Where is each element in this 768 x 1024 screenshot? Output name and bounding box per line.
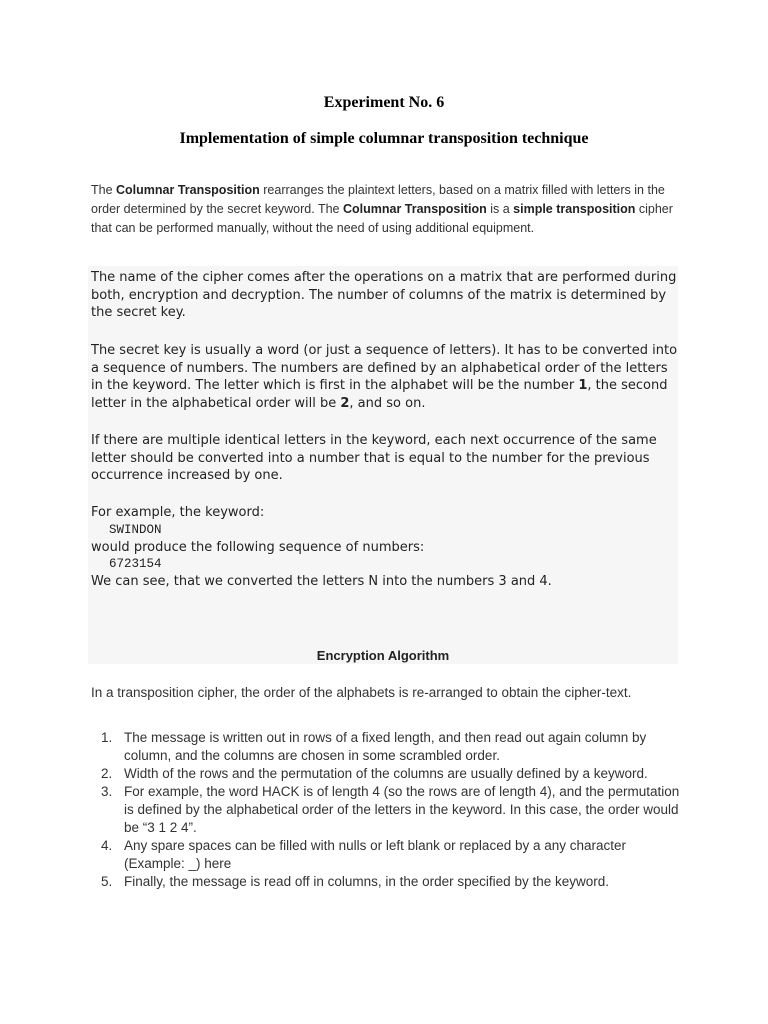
encryption-heading: Encryption Algorithm bbox=[316, 648, 450, 663]
paragraph-identical-letters: If there are multiple identical letters in the keyword, each next occurrence of the same letter should be converted into a number that is equal to the number for the previous occurrence increased by one. bbox=[91, 433, 657, 484]
paragraph-secret-key: The secret key is usually a word (or just a sequence of letters). It has to be converted into a sequence of numbers. The numbers are defined by an alphabetical order of the letters in the keyword. The letter which is first in the alphabet will be the number 1, the second letter in the alphabetical order will be 2, and so on. bbox=[91, 343, 678, 411]
list-item: 2. Width of the rows and the permutation of the columns are usually defined by a keyword. bbox=[101, 766, 648, 781]
page-title: Implementation of simple columnar transposition technique bbox=[179, 130, 589, 147]
term-columnar-transposition: Columnar Transposition bbox=[342, 202, 487, 216]
paragraph-cipher-name: The name of the cipher comes after the operations on a matrix that are performed during both, encryption and decryption. The number of columns of the matrix is determined by the secret key. bbox=[91, 270, 677, 321]
list-item: 4. Any spare spaces can be filled with nulls or left blank or replaced by a any character (Example: _) here bbox=[101, 838, 627, 871]
list-item: 1. The message is written out in rows of a fixed length, and then read out again column by column, and the columns are chosen in some scrambled order. bbox=[101, 730, 647, 763]
example-sequence: 6723154 bbox=[109, 557, 162, 572]
example-keyword: SWINDON bbox=[109, 522, 162, 537]
intro-paragraph: The Columnar Transposition rearranges the plaintext letters, based on a matrix filled with letters in the order determined by the secret keyword. The Columnar Transposition is a simple transposition cipher that can be performed manually, without the need of using additional equipment. bbox=[91, 183, 673, 235]
list-item: 3. For example, the word HACK is of length 4 (so the rows are of length 4), and the permutation is defined by the alphabetical order of the letters in the keyword. In this case, the order would be “3 1 2 4”. bbox=[101, 784, 680, 835]
encryption-steps bbox=[91, 729, 681, 891]
paragraph-example: For example, the keyword: SWINDON would produce the following sequence of numbers: 6723154 We can see, that we converted the letters N into the numbers 3 and 4. bbox=[91, 504, 681, 591]
encryption-lead: In a transposition cipher, the order of the alphabets is re-arranged to obtain the cipher-text. bbox=[91, 685, 632, 700]
list-item: 5. Finally, the message is read off in columns, in the order specified by the keyword. bbox=[101, 874, 609, 889]
term-columnar-transposition: Columnar Transposition bbox=[116, 183, 260, 197]
experiment-number: Experiment No. 6 bbox=[323, 94, 445, 111]
term-simple-transposition: simple transposition bbox=[513, 202, 636, 216]
